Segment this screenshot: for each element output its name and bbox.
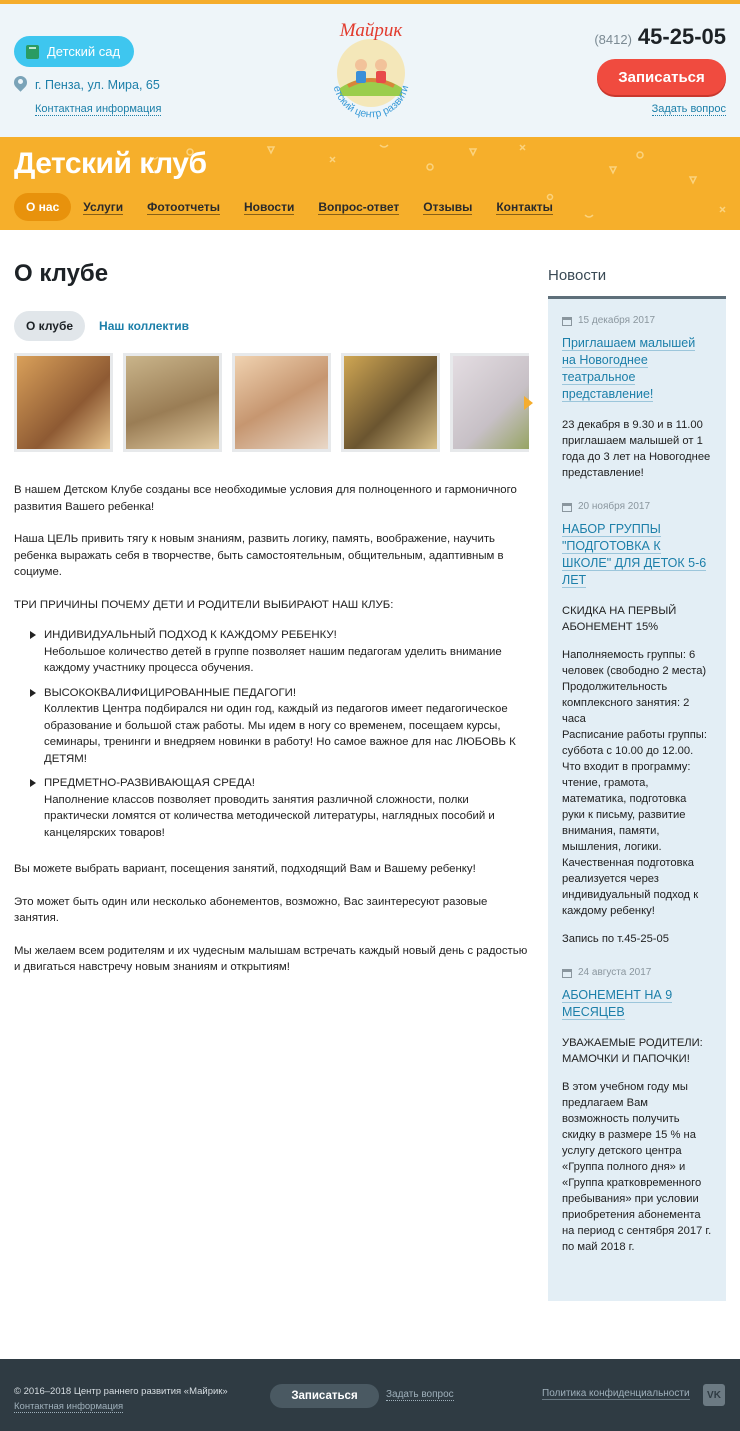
phone-code: (8412) — [594, 32, 632, 47]
nav-item-news[interactable]: Новости — [244, 199, 295, 214]
reason-heading: ВЫСОКОКВАЛИФИЦИРОВАННЫЕ ПЕДАГОГИ! — [44, 686, 297, 699]
logo-subtext: етский центр развити — [330, 84, 412, 121]
news-title-link[interactable]: Приглашаем малышей на Новогоднее театральное представление! — [562, 336, 696, 401]
page-title: О клубе — [14, 260, 109, 287]
news-paragraph: Наполняемость группы: 6 человек (свободно 2 места) — [562, 649, 707, 677]
address — [14, 76, 160, 94]
list-item — [30, 775, 529, 841]
news-paragraph: 23 декабря в 9.30 и в 11.00 приглашаем малышей от 1 года до 3 лет на Новогоднее представление! — [562, 419, 711, 479]
news-title-link[interactable]: АБОНЕМЕНТ НА 9 МЕСЯЦЕВ — [562, 988, 673, 1019]
news-paragraph: УВАЖАЕМЫЕ РОДИТЕЛИ: МАМОЧКИ И ПАПОЧКИ! — [562, 1037, 703, 1065]
news-item — [562, 313, 712, 481]
vk-icon[interactable]: VK — [703, 1384, 725, 1406]
footer-signup-button[interactable]: Записаться — [270, 1384, 379, 1408]
photo-placeholder — [17, 356, 110, 449]
reason-text: Небольшое количество детей в группе позволяет нашим педагогам уделить внимание каждому участнику процесса обучения. — [44, 645, 502, 674]
intro-paragraph: В нашем Детском Клубе созданы все необходимые условия для полноценного и гармоничного развития Вашего ребенка! — [14, 484, 517, 513]
calendar-icon — [562, 503, 572, 512]
section-banner — [0, 137, 740, 230]
contact-info-link[interactable]: Контактная информация — [35, 103, 162, 115]
news-body — [562, 417, 712, 481]
nav-item-services[interactable]: Услуги — [83, 199, 124, 214]
news-paragraph: Продолжительность комплексного занятия: 2 часа — [562, 681, 690, 725]
wish-paragraph: Мы желаем всем родителям и их чудесным малышам встречать каждый новый день с радостью и двигаться навстречу новым знаниям и открытиям! — [14, 944, 528, 973]
photo-placeholder — [453, 356, 529, 449]
site-logo[interactable] — [310, 10, 432, 132]
gallery-photo[interactable] — [341, 353, 440, 452]
news-paragraph: В этом учебном году мы предлагаем Вам возможность получить скидку в размере 15 % на услугу детского центра «Группа полного дня» и «Группа кратковременного пребывания» при условии приобретения абонемента на период с сентября 2017 г. по май 2018 г. — [562, 1081, 712, 1253]
news-item — [562, 965, 712, 1255]
news-date: 15 декабря 2017 — [562, 313, 712, 329]
logo-text: Майрик — [339, 20, 403, 41]
privacy-policy-link[interactable]: Политика конфиденциальности — [542, 1388, 690, 1399]
nav-item-about[interactable]: О нас — [14, 193, 71, 221]
signup-button[interactable]: Записаться — [597, 59, 726, 95]
list-item — [30, 627, 529, 677]
subscriptions-paragraph: Это может быть один или несколько абонементов, возможно, Вас заинтересуют разовые занятия. — [14, 895, 488, 924]
news-paragraph: Качественная подготовка реализуется через индивидуальный подход к каждому ребенку! — [562, 857, 699, 917]
news-sidebar-title: Новости — [548, 267, 607, 284]
copyright: © 2016–2018 Центр раннего развития «Майрик» — [14, 1386, 228, 1397]
book-icon — [26, 45, 39, 59]
kindergarten-button[interactable] — [14, 36, 134, 67]
kindergarten-label: Детский сад — [47, 44, 121, 59]
address-text: г. Пенза, ул. Мира, 65 — [35, 78, 160, 92]
photo-placeholder — [344, 356, 437, 449]
reason-text: Коллектив Центра подбирался ни один год, каждый из педагогов имеет педагогическое образование и большой стаж работы. Мы идем в ногу со временем, посещаем курсы, семинары, тренинги и внедряем новинки в работу! Но самое важное для нас ЛЮБОВЬ К ДЕТЯМ! — [44, 703, 516, 765]
news-paragraph: СКИДКА НА ПЕРВЫЙ АБОНЕМЕНТ 15% — [562, 605, 677, 633]
footer-contact-link[interactable]: Контактная информация — [14, 1401, 124, 1412]
gallery-photo[interactable] — [123, 353, 222, 452]
site-footer — [0, 1359, 740, 1431]
photo-gallery — [14, 353, 529, 453]
calendar-icon — [562, 317, 572, 326]
goal-paragraph: Наша ЦЕЛЬ привить тягу к новым знаниям, развить логику, память, воображение, научить ребенка выражать себя в творчестве, быть самостоятельным, общительным, адаптивным в социуме. — [14, 533, 504, 578]
gallery-photo[interactable] — [14, 353, 113, 452]
news-date: 20 ноября 2017 — [562, 499, 712, 515]
list-item — [30, 685, 529, 768]
phone[interactable] — [594, 24, 726, 50]
location-pin-icon — [14, 76, 27, 94]
photo-placeholder — [126, 356, 219, 449]
calendar-icon — [562, 969, 572, 978]
gallery-photo[interactable] — [232, 353, 331, 452]
choose-paragraph: Вы можете выбрать вариант, посещения занятий, подходящий Вам и Вашему ребенку! — [14, 863, 476, 875]
news-date: 24 августа 2017 — [562, 965, 712, 981]
main-nav — [14, 193, 565, 221]
section-title: Детский клуб — [14, 147, 207, 180]
gallery-next-arrow-icon[interactable] — [524, 396, 533, 410]
news-paragraph: Расписание работы группы: суббота с 10.00 до 12.00. — [562, 729, 707, 757]
reasons-list — [30, 627, 529, 841]
news-paragraph: Что входит в программу: чтение, грамота, математика, подготовка руки к письму, развитие внимания, памяти, мышления, логики. — [562, 761, 691, 853]
news-paragraph: Запись по т.45-25-05 — [562, 933, 669, 945]
site-header — [0, 0, 740, 137]
reason-text: Наполнение классов позволяет проводить занятия различной сложности, полки практически ломятся от количества методической литературы, наглядных пособий и канцелярских товаров! — [44, 793, 495, 839]
ask-question-link[interactable]: Задать вопрос — [651, 103, 726, 115]
news-item — [562, 499, 712, 947]
reasons-title: ТРИ ПРИЧИНЫ ПОЧЕМУ ДЕТИ И РОДИТЕЛИ ВЫБИРАЮТ НАШ КЛУБ: — [14, 598, 394, 611]
nav-item-contacts[interactable]: Контакты — [496, 199, 553, 214]
content-tabs — [14, 311, 189, 341]
nav-item-faq[interactable]: Вопрос-ответ — [318, 199, 400, 214]
news-body — [562, 603, 712, 947]
article-text — [14, 482, 529, 992]
tab-our-team[interactable]: Наш коллектив — [99, 319, 189, 333]
tab-about-club[interactable]: О клубе — [14, 311, 85, 341]
nav-item-reviews[interactable]: Отзывы — [423, 199, 473, 214]
footer-ask-link[interactable]: Задать вопрос — [386, 1389, 454, 1400]
news-title-link[interactable]: НАБОР ГРУППЫ "ПОДГОТОВКА К ШКОЛЕ" ДЛЯ ДЕТОК 5-6 ЛЕТ — [562, 522, 707, 587]
reason-heading: ИНДИВИДУАЛЬНЫЙ ПОДХОД К КАЖДОМУ РЕБЕНКУ! — [44, 629, 337, 641]
nav-item-photos[interactable]: Фотоотчеты — [147, 199, 221, 214]
phone-number: 45-25-05 — [637, 24, 726, 49]
reason-heading: ПРЕДМЕТНО-РАЗВИВАЮЩАЯ СРЕДА! — [44, 777, 255, 789]
gallery-photo[interactable] — [450, 353, 529, 452]
news-body — [562, 1035, 712, 1255]
photo-placeholder — [235, 356, 328, 449]
news-sidebar — [548, 299, 726, 1301]
